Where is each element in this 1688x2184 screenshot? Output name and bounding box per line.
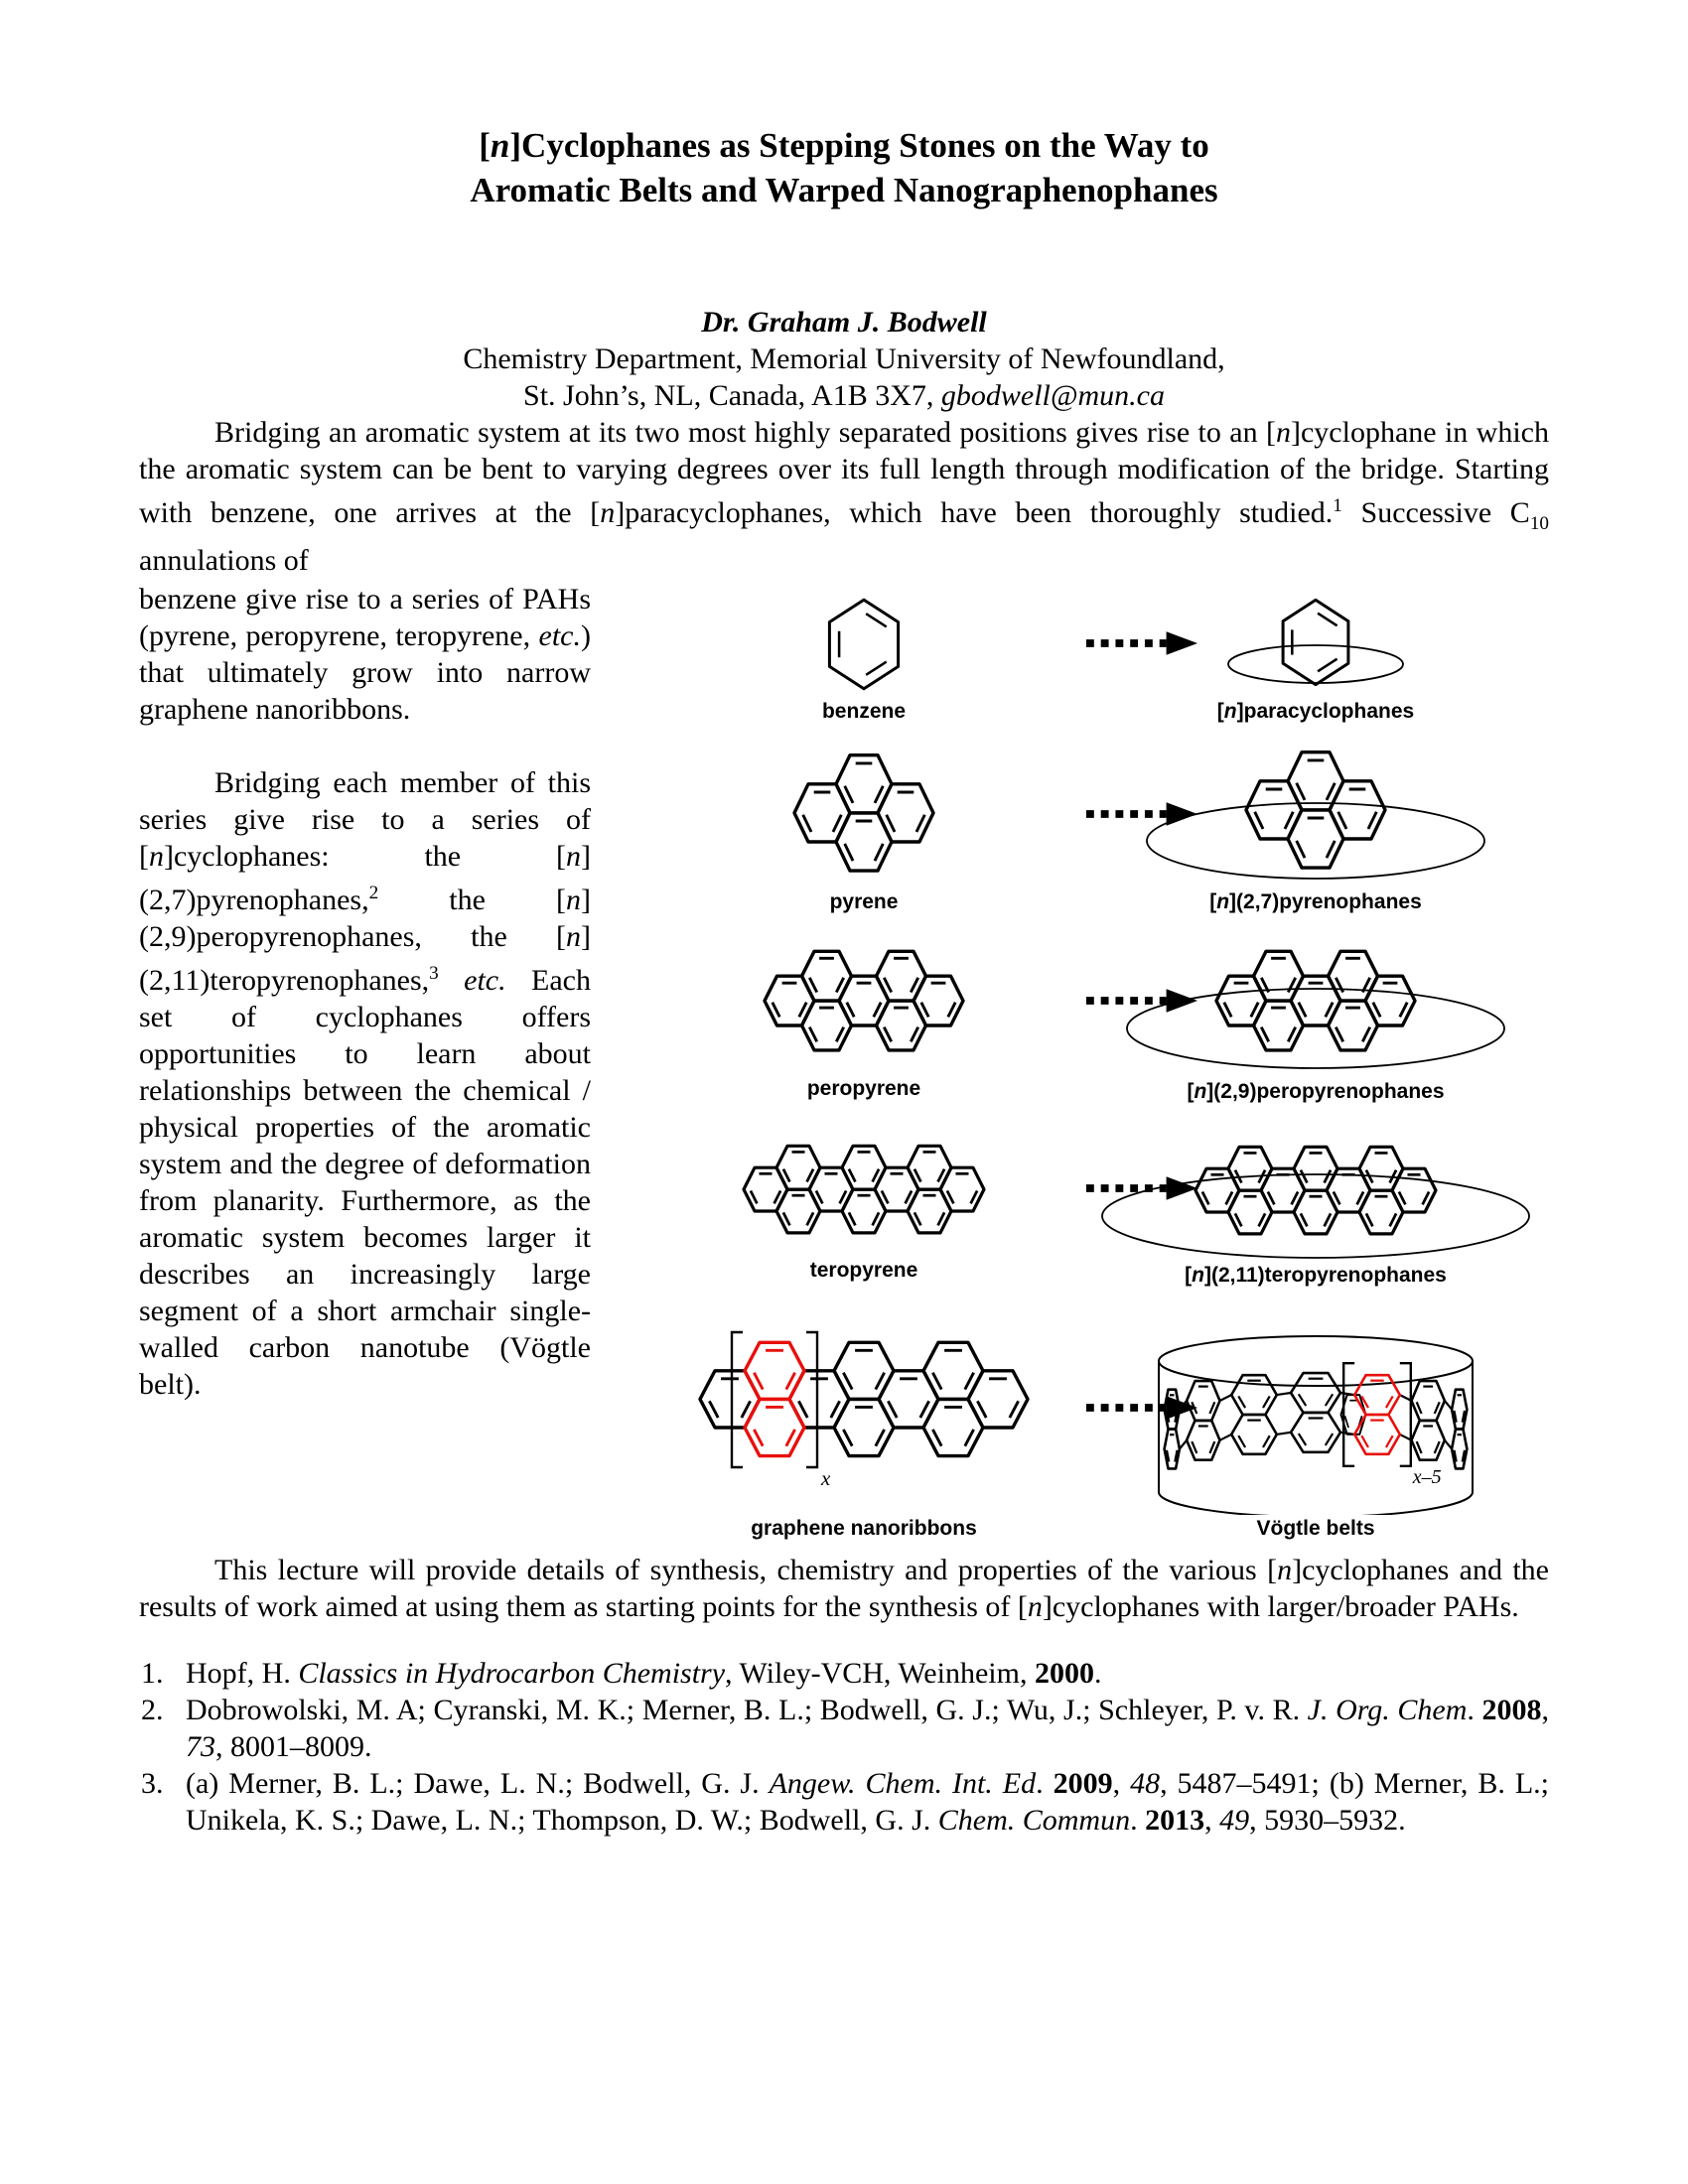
- figure-row-benzene-left: [635, 595, 1092, 724]
- figure-row-benzene-right: [1092, 589, 1539, 724]
- reference-item: [139, 1692, 1549, 1765]
- paragraph-intro: Bridging an aromatic system at its two most highly separated positions gives rise to an [n]cyclophane in which the aromatic system can be bent to varying degrees over its full length through modification of the bridge. Starting with benzene, one arrives at the [n]paracyclophanes, which have been thoroughly studied.$^1$ Successive $C_{10}$ annulations of: [139, 416, 1550, 577]
- author-name: Dr. Graham J. Bodwell: [701, 306, 987, 339]
- lecture-title-line-2: Aromatic Belts and Warped Nanographenophanes: [470, 171, 1218, 209]
- paragraph-closing: This lecture will provide details of synthesis, chemistry and properties of the various [n]cyclophanes and the results of work aimed at using them as starting points for the synthesis of [n]cyclophanes with larger/broader PAHs.: [139, 1554, 1549, 1623]
- graphene-nanoribbon-structure: [635, 1308, 1092, 1515]
- teropyrenophanes-structure: [1092, 1117, 1539, 1262]
- reference-text: Hopf, H. Classics in Hydrocarbon Chemistry, Wiley-VCH, Weinheim, 2000.: [186, 1657, 1102, 1690]
- reference-item: [139, 1765, 1549, 1839]
- figure-row-peropyrene-right: [1092, 924, 1539, 1104]
- reference-item: [139, 1655, 1549, 1692]
- benzene-structure: [635, 595, 1092, 698]
- reference-list: [139, 1655, 1549, 1839]
- peropyrenophanes-structure: [1092, 924, 1539, 1078]
- page-title: [139, 123, 1549, 212]
- author-block: [139, 304, 1549, 414]
- reference-number: 2.: [141, 1694, 164, 1726]
- reference-number: 1.: [141, 1657, 164, 1690]
- pyrenophanes-structure: [1092, 738, 1539, 888]
- structure-label-vogtle-belts: Vögtle belts: [1256, 1517, 1375, 1540]
- paragraph-intro-continued: benzene give rise to a series of PAHs (pyrene, peropyrene, teropyrene, etc.) that ultimately grow into narrow graphene nanoribbons.: [139, 583, 591, 726]
- reference-number: 3.: [141, 1767, 164, 1800]
- lecture-title-line-1: [n]Cyclophanes as Stepping Stones on the Way to: [479, 126, 1209, 165]
- structure-label-teropyrene: teropyrene: [809, 1259, 918, 1282]
- structure-label-peropyrenophanes: [n](2,9)peropyrenophanes: [1187, 1080, 1445, 1103]
- structure-label-benzene: benzene: [821, 700, 907, 723]
- teropyrene-structure: [635, 1120, 1092, 1257]
- structure-label-pyrenophanes: [n](2,7)pyrenophanes: [1209, 890, 1422, 913]
- figure-row-pyrene-right: [1092, 738, 1539, 914]
- svg-text:x–5: x–5: [1412, 1465, 1442, 1488]
- two-column-region: [139, 581, 1549, 1552]
- scheme-figure: [596, 581, 1549, 1552]
- figure-row-teropyrene-left: [635, 1120, 1092, 1283]
- peropyrene-structure: [635, 926, 1092, 1075]
- figure-row-peropyrene-left: [635, 926, 1092, 1101]
- paracyclophanes-structure: [1092, 589, 1539, 698]
- structure-label-pyrene: pyrene: [829, 890, 899, 913]
- structure-label-paracyclophanes: [n]paracyclophanes: [1216, 700, 1415, 723]
- figure-row-ribbon-left: [635, 1308, 1092, 1541]
- structure-label-teropyrenophanes: [n](2,11)teropyrenophanes: [1185, 1264, 1447, 1287]
- svg-text:x: x: [821, 1466, 831, 1490]
- reference-text: (a) Merner, B. L.; Dawe, L. N.; Bodwell, G. J. Angew. Chem. Int. Ed. 2009, 48, 5487–5491; (b) Merner, B. L.; Unikela, K. S.; Dawe, L. N.; Thompson, D. W.; Bodwell, G. J. Chem. Commun. 2013, 49, 5930–5932.: [186, 1767, 1550, 1837]
- affiliation-line-1: Chemistry Department, Memorial University of Newfoundland,: [463, 342, 1225, 375]
- figure-row-pyrene-left: [635, 740, 1092, 914]
- vogtle-belt-structure: [1097, 1303, 1534, 1515]
- affiliation-line-2: St. John’s, NL, Canada, A1B 3X7, gbodwell@mun.ca: [523, 379, 1165, 412]
- reference-text: Dobrowolski, M. A; Cyranski, M. K.; Merner, B. L.; Bodwell, G. J.; Wu, J.; Schleyer, P. v. R. J. Org. Chem. 2008, 73, 8001–8009.: [186, 1694, 1549, 1763]
- pyrene-structure: [635, 740, 1092, 888]
- left-text-column: [139, 581, 591, 1403]
- structure-label-peropyrene: peropyrene: [806, 1077, 921, 1100]
- figure-row-teropyrene-right: [1092, 1117, 1539, 1288]
- paragraph-series: Bridging each member of this series give rise to a series of [n]cyclophanes: the [n](2,7)pyrenophanes,$^2$ the [n](2,9)peropyrenophanes, the [n](2,11)teropyrenophanes,$^3$ etc. Each set of cyclophanes offers opportunities to learn about relationships between the chemical / physical properties of the aromatic system and the degree of deformation from planarity. Furthermore, as the aromatic system becomes larger it describes an increasingly large segment of a short armchair single-walled carbon nanotube (Vögtle belt).: [139, 766, 591, 1401]
- figure-row-ribbon-right: [1097, 1303, 1534, 1541]
- structure-label-nanoribbons: graphene nanoribbons: [751, 1517, 977, 1540]
